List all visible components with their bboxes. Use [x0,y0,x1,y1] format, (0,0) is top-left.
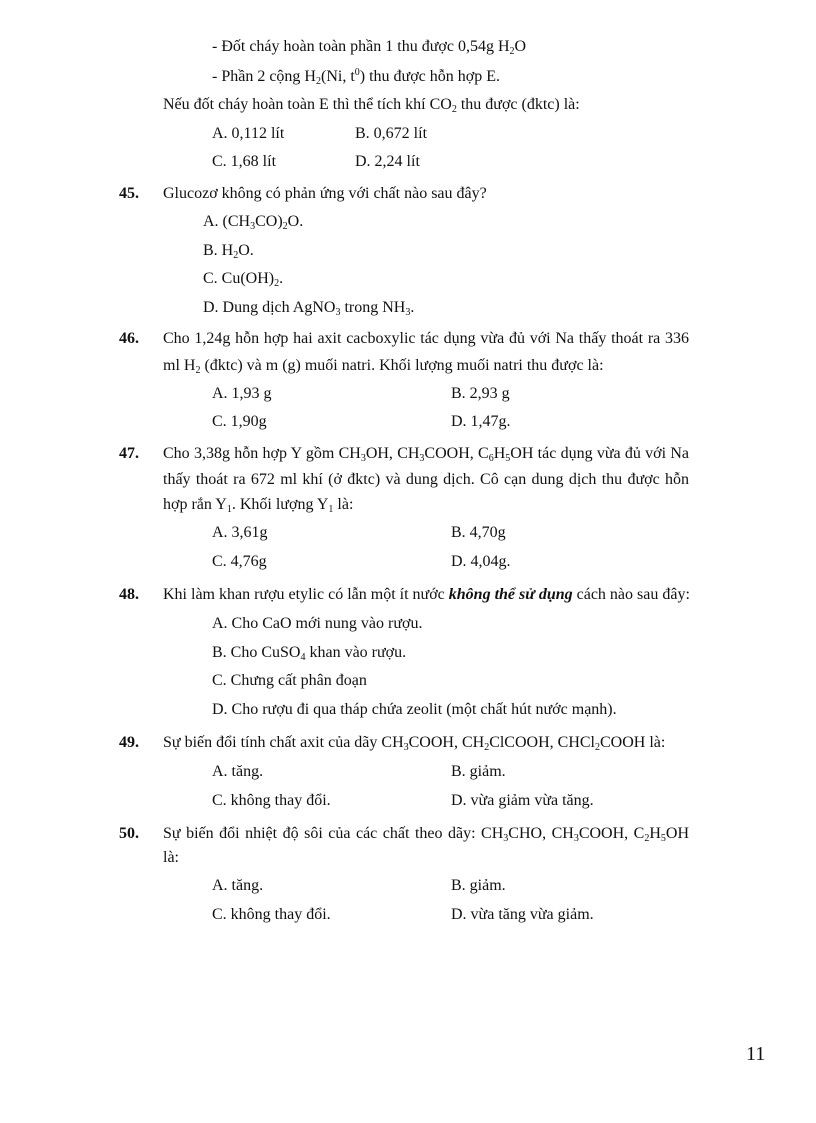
q49-option-d: D. vừa giảm vừa tăng. [451,792,594,809]
q47-option-d: D. 4,04g. [451,553,511,570]
question-47-line-2: thấy thoát ra 672 ml khí (ở đktc) và dung dịch. Cô cạn dung dịch thu được hỗn [163,471,689,488]
intro-option-b: B. 0,672 lít [355,125,428,142]
q48-option-c: C. Chưng cất phân đoạn [212,672,367,689]
question-46-line-1: Cho 1,24g hỗn hợp hai axit cacboxylic tác dụng vừa đủ với Na thấy thoát ra 336 [163,330,689,347]
question-number-46: 46. [119,330,139,347]
question-number-45: 45. [119,185,139,202]
q49-option-c: C. không thay đổi. [212,792,331,809]
question-number-47: 47. [119,445,139,462]
intro-step-2: - Phần 2 cộng $H_2(Ni$, $t^0$) thu được hỗn hợp E. [212,67,501,87]
intro-step-1: - Đốt cháy hoàn toàn phần 1 thu được 0,54g $H_2O$ [212,38,527,57]
question-49-text: Sự biến đổi tính chất axit của dãy $CH_3COOH$, $CH_2ClCOOH$, CHCl$_2$COOH là: [163,734,666,753]
q45-option-d: D. Dung dịch AgNO$_3$ trong $NH_3$. [203,299,415,318]
q45-option-b: B. $H_2O$. [203,242,254,261]
intro-option-d: D. 2,24 lít [355,153,420,170]
question-46-line-2: ml $H_2$ (đktc) và m (g) muối natri. Khối lượng muối natri thu được là: [163,357,604,376]
page-number: 11 [746,1043,766,1065]
q49-option-b: B. giảm. [451,763,506,780]
q45-option-a: A. $(CH_3CO)_2O$. [203,213,304,232]
intro-option-c: C. 1,68 lít [212,153,277,170]
q50-option-a: A. tăng. [212,877,264,894]
question-47-line-1: Cho 3,38g hỗn hợp Y gồm $CH_3OH$, $CH_3COOH$, $C_6H_5OH$ tác dụng vừa đủ với Na [163,445,689,464]
question-number-48: 48. [119,586,139,603]
question-number-49: 49. [119,734,139,751]
q48-option-d: D. Cho rượu đi qua tháp chứa zeolit (một chất hút nước mạnh). [212,701,617,718]
emphasis-text: không thể sử dụng [448,586,573,603]
question-47-line-3: hợp rắn $Y_1$. Khối lượng $Y_1$ là: [163,496,354,515]
q50-option-d: D. vừa tăng vừa giảm. [451,906,594,923]
q47-option-b: B. 4,70g [451,524,506,541]
q50-option-b: B. giảm. [451,877,506,894]
q49-option-a: A. tăng. [212,763,264,780]
q45-option-c: C. $Cu(OH)_2$. [203,270,284,289]
q50-option-c: C. không thay đổi. [212,906,331,923]
q47-option-a: A. 3,61g [212,524,268,541]
q46-option-b: B. 2,93 g [451,385,510,402]
intro-option-a: A. 0,112 lít [212,125,285,142]
q46-option-a: A. 1,93 g [212,385,272,402]
q47-option-c: C. 4,76g [212,553,267,570]
q48-option-a: A. Cho CaO mới nung vào rượu. [212,615,423,632]
q46-option-c: C. 1,90g [212,413,267,430]
question-number-50: 50. [119,825,139,842]
q46-option-d: D. 1,47g. [451,413,511,430]
question-50-line-2: là: [163,849,179,866]
q48-option-b: B. Cho CuSO$_4$ khan vào rượu. [212,644,407,663]
question-45-text: Glucozơ không có phản ứng với chất nào sau đây? [163,185,487,202]
question-50-line-1: Sự biến đổi nhiệt độ sôi của các chất theo dãy: $CH_3CHO$, $CH_3COOH$, $C_2H_5OH$ [163,825,689,844]
question-48-text: Khi làm khan rượu etylic có lẫn một ít nước không thể sử dụng cách nào sau đây: [163,586,690,603]
intro-question: Nếu đốt cháy hoàn toàn E thì thể tích khí $CO_2$ thu được (đktc) là: [163,96,580,115]
